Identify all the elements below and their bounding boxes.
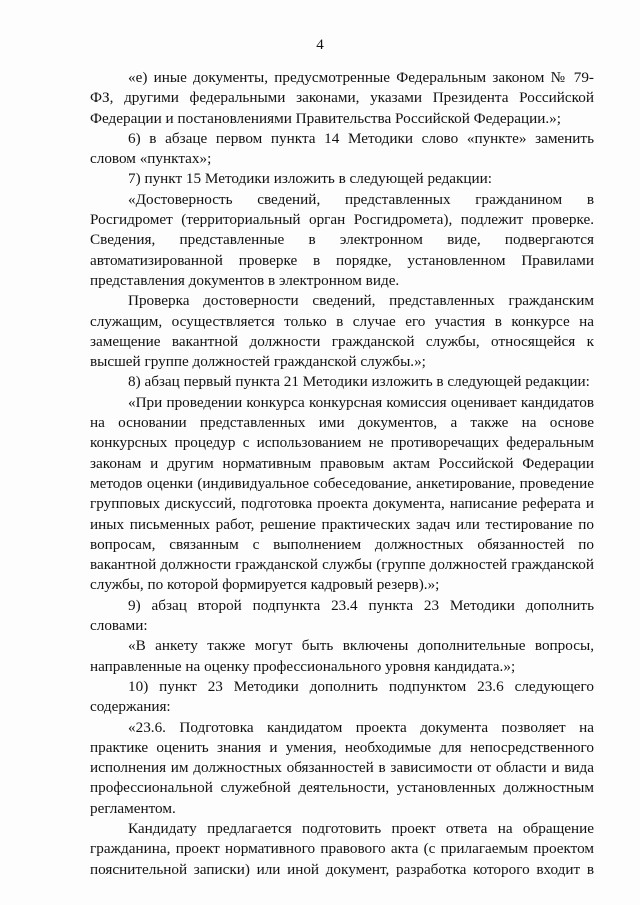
paragraph-amendment-6: 6) в абзаце первом пункта 14 Методики слово «пункте» заменить словом «пунктах»; [90,129,594,168]
paragraph-amendment-9: 9) абзац второй подпункта 23.4 пункта 23 Методики дополнить словами: [90,596,594,635]
page-number: 4 [316,37,324,53]
paragraph-item-e: «е) иные документы, предусмотренные Федеральным законом № 79-ФЗ, другими федеральными законами, указами Президента Российской Федерации и постановлениями Правительства Российской Федерации.»; [90,69,594,127]
document-body [90,68,594,880]
paragraph-quote-verification: Проверка достоверности сведений, представленных гражданским служащим, осуществляется только в случае его участия в конкурсе на замещение вакантной должности гражданской службы, относящейся к высшей группе должностей гражданской службы.»; [90,292,594,371]
paragraph-candidate-task: Кандидату предлагается подготовить проект ответа на обращение гражданина, проект нормативного правового акта (с прилагаемым проектом пояснительной записки) или иной документ, разработка которого входит в [90,819,594,878]
paragraph-amendment-10: 10) пункт 23 Методики дополнить подпунктом 23.6 следующего содержания: [90,677,594,716]
paragraph-quote-questionnaire: «В анкету также могут быть включены дополнительные вопросы, направленные на оценку профессионального уровня кандидата.»; [90,637,594,675]
paragraph-amendment-7: 7) пункт 15 Методики изложить в следующей редакции: [128,170,493,188]
paragraph-quote-23-6: «23.6. Подготовка кандидатом проекта документа позволяет на практике оценить знания и умения, необходимые для непосредственного исполнения им должностных обязанностей в зависимости от области и вида профессиональной служебной деятельности, установленных должностным регламентом. [90,718,594,817]
paragraph-quote-reliability: «Достоверность сведений, представленных гражданином в Росгидромет (территориальный орган Росгидромета), подлежит проверке. Сведения, представленные в электронном виде, подвергаются автоматизированной проверке в порядке, установленном Правилами представления документов в электронном виде. [90,190,594,289]
paragraph-amendment-8: 8) абзац первый пункта 21 Методики изложить в следующей редакции: [128,373,590,391]
paragraph-quote-competition: «При проведении конкурса конкурсная комиссия оценивает кандидатов на основании представленных ими документов, а также на основе конкурсных процедур с использованием не противоречащих федеральным законам и другим нормативным правовым актам Российской Федерации методов оценки (индивидуальное собеседование, анкетирование, проведение групповых дискуссий, подготовка проекта документа, написание реферата и иных письменных работ, решение практических задач или тестирование по вопросам, связанным с выполнением должностных обязанностей по вакантной должности гражданской службы (группе должностей гражданской службы, по которой формируется кадровый резерв).»; [90,393,594,594]
